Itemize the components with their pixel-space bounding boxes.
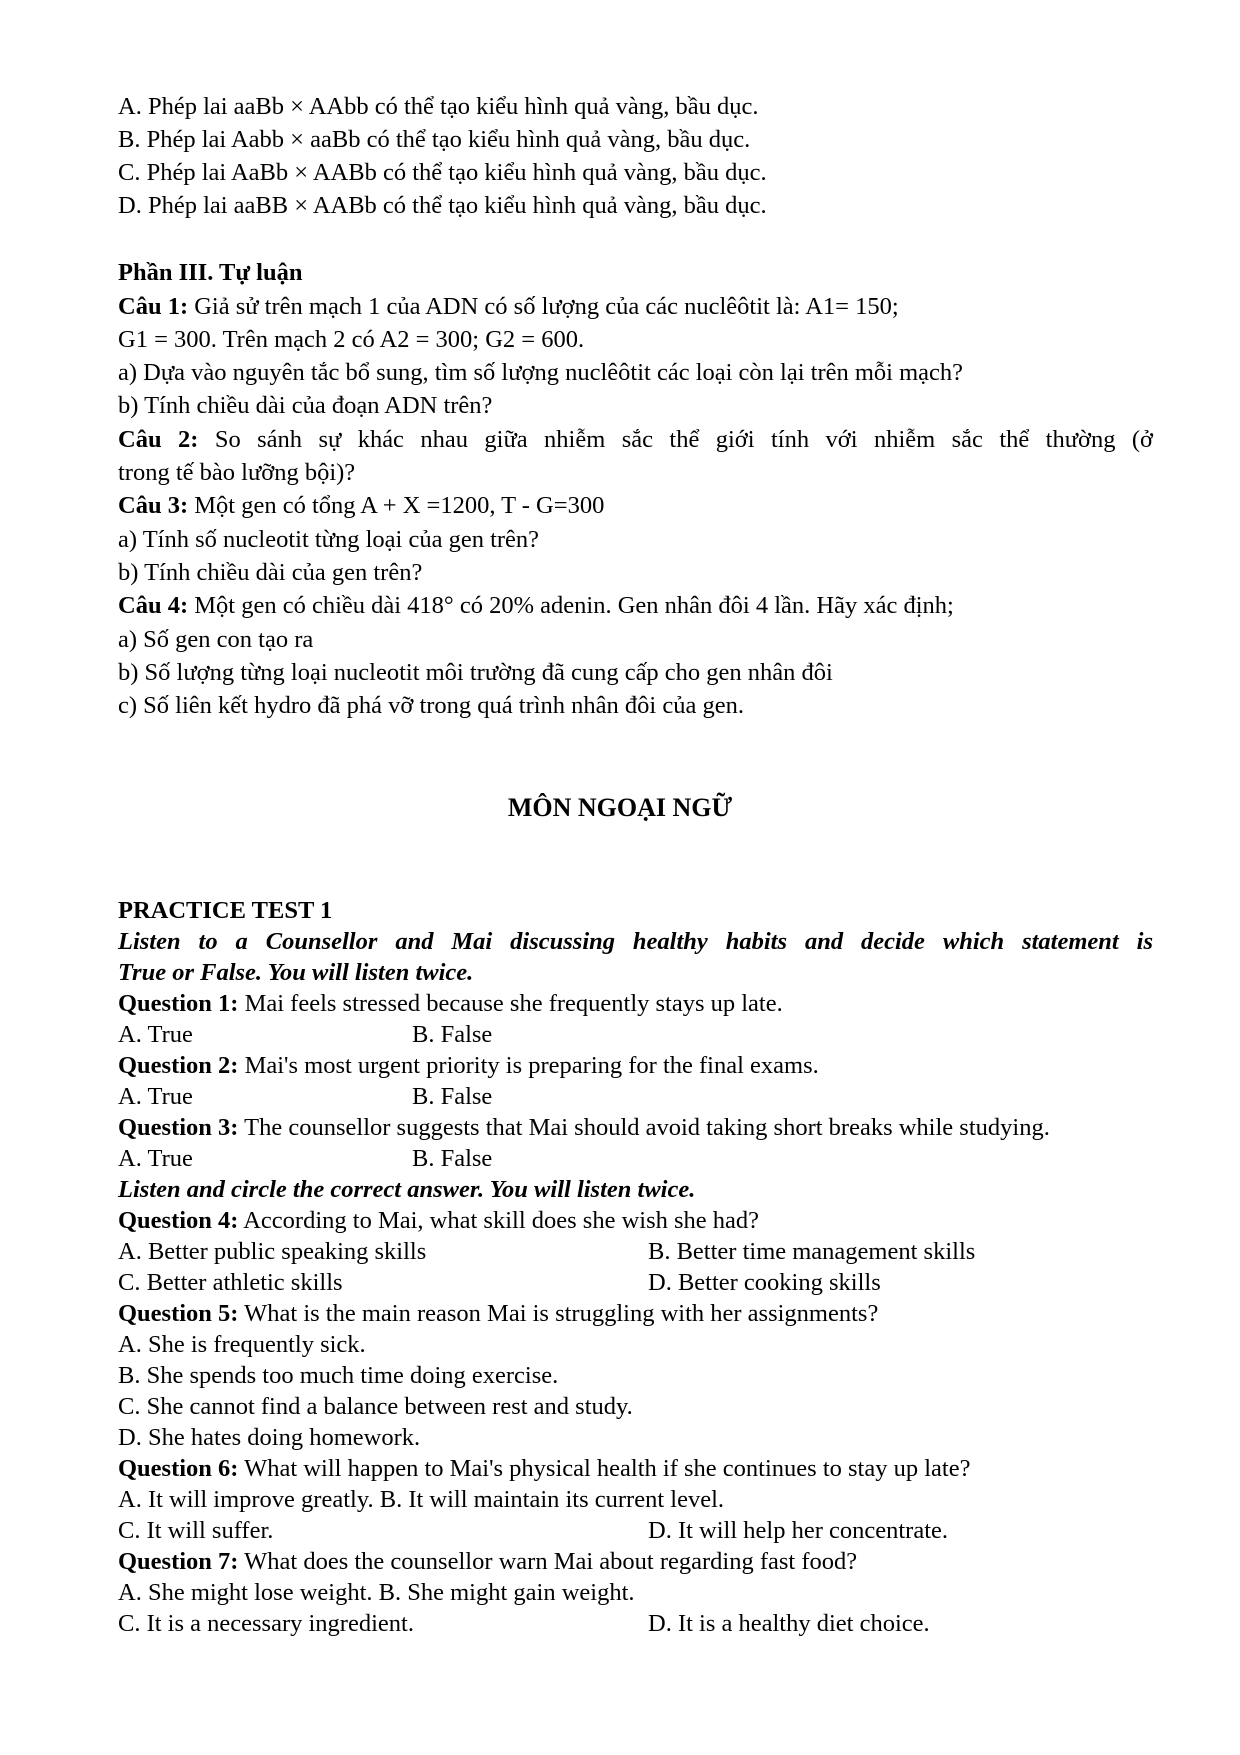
essay-q4-a: a) Số gen con tạo ra — [118, 626, 314, 653]
question-5 — [118, 1299, 878, 1329]
instruction-circle: Listen and circle the correct answer. You will listen twice. — [118, 1176, 696, 1203]
question-2-text: Mai's most urgent priority is preparing for the final exams. — [238, 1052, 819, 1079]
question-3-text: The counsellor suggests that Mai should avoid taking short breaks while studying. — [238, 1114, 1050, 1141]
question-4-label: Question 4: — [118, 1207, 239, 1234]
essay-q3-text: Một gen có tổng A + X =1200, T - G=300 — [188, 492, 605, 519]
essay-q2-label: Câu 2: — [118, 426, 199, 453]
part3-heading: Phần III. Tự luận — [118, 259, 303, 286]
question-4-options-cd — [118, 1268, 1118, 1298]
essay-q1-line2: G1 = 300. Trên mạch 2 có A2 = 300; G2 = 600. — [118, 326, 585, 353]
question-6-text: What will happen to Mai's physical health if she continues to stay up late? — [238, 1455, 971, 1482]
question-1 — [118, 989, 783, 1019]
question-7-label: Question 7: — [118, 1548, 239, 1575]
practice-test-title: PRACTICE TEST 1 — [118, 897, 333, 924]
mc-option-c: C. Phép lai AaBb × AABb có thể tạo kiểu hình quả vàng, bầu dục. — [118, 159, 767, 186]
q6-option-c: C. It will suffer. — [118, 1517, 274, 1544]
q4-option-b: B. Better time management skills — [648, 1238, 976, 1265]
question-2 — [118, 1051, 819, 1081]
question-3-label: Question 3: — [118, 1114, 239, 1141]
essay-q4-label: Câu 4: — [118, 592, 189, 619]
q7-option-ab: A. She might lose weight. B. She might gain weight. — [118, 1579, 635, 1606]
question-1-label: Question 1: — [118, 990, 239, 1017]
question-7-options-cd — [118, 1609, 1118, 1639]
essay-q1-a: a) Dựa vào nguyên tắc bổ sung, tìm số lượng nuclêôtit các loại còn lại trên mỗi mạch? — [118, 359, 964, 386]
essay-q4-b: b) Số lượng từng loại nucleotit môi trường đã cung cấp cho gen nhân đôi — [118, 659, 833, 686]
question-7-text: What does the counsellor warn Mai about regarding fast food? — [238, 1548, 858, 1575]
essay-q4 — [118, 591, 954, 621]
question-4-text: According to Mai, what skill does she wish she had? — [238, 1207, 760, 1234]
instruction-true-false-line2: True or False. You will listen twice. — [118, 959, 474, 986]
essay-q1 — [118, 292, 899, 322]
essay-q2 — [118, 425, 1153, 455]
q7-option-c: C. It is a necessary ingredient. — [118, 1610, 414, 1637]
option-false: B. False — [412, 1083, 493, 1110]
essay-q3 — [118, 491, 604, 521]
essay-q1-label: Câu 1: — [118, 293, 189, 320]
question-3-options — [118, 1144, 718, 1174]
q6-option-d: D. It will help her concentrate. — [648, 1517, 949, 1544]
question-7 — [118, 1547, 857, 1577]
essay-q3-a: a) Tính số nucleotit từng loại của gen trên? — [118, 526, 540, 553]
essay-q3-b: b) Tính chiều dài của gen trên? — [118, 559, 423, 586]
question-2-label: Question 2: — [118, 1052, 239, 1079]
question-3 — [118, 1113, 1050, 1143]
essay-q4-c: c) Số liên kết hydro đã phá vỡ trong quá trình nhân đôi của gen. — [118, 692, 744, 719]
q4-option-c: C. Better athletic skills — [118, 1269, 343, 1296]
question-2-options — [118, 1082, 718, 1112]
question-1-text: Mai feels stressed because she frequently stays up late. — [238, 990, 783, 1017]
option-true: A. True — [118, 1021, 193, 1048]
option-false: B. False — [412, 1021, 493, 1048]
question-4-options-ab — [118, 1237, 1118, 1267]
q5-option-d: D. She hates doing homework. — [118, 1424, 421, 1451]
question-6-label: Question 6: — [118, 1455, 239, 1482]
essay-q1-b: b) Tính chiều dài của đoạn ADN trên? — [118, 392, 493, 419]
question-1-options — [118, 1020, 718, 1050]
mc-option-d: D. Phép lai aaBB × AABb có thể tạo kiểu hình quả vàng, bầu dục. — [118, 192, 767, 219]
essay-q1-text: Giả sử trên mạch 1 của ADN có số lượng của các nuclêôtit là: A1= 150; — [188, 293, 899, 320]
question-6 — [118, 1454, 970, 1484]
essay-q4-text: Một gen có chiều dài 418° có 20% adenin. Gen nhân đôi 4 lần. Hãy xác định; — [188, 592, 954, 619]
question-5-text: What is the main reason Mai is struggling with her assignments? — [238, 1300, 879, 1327]
option-true: A. True — [118, 1145, 193, 1172]
question-4 — [118, 1206, 759, 1236]
section-title: MÔN NGOẠI NGỮ — [507, 793, 733, 822]
q5-option-a: A. She is frequently sick. — [118, 1331, 366, 1358]
essay-q3-label: Câu 3: — [118, 492, 189, 519]
q4-option-d: D. Better cooking skills — [648, 1269, 881, 1296]
q6-option-ab: A. It will improve greatly. B. It will maintain its current level. — [118, 1486, 725, 1513]
question-6-options-cd — [118, 1516, 1118, 1546]
q5-option-b: B. She spends too much time doing exercise. — [118, 1362, 559, 1389]
essay-q2-line2: trong tế bào lưỡng bội)? — [118, 459, 356, 486]
question-5-label: Question 5: — [118, 1300, 239, 1327]
option-false: B. False — [412, 1145, 493, 1172]
instruction-true-false: Listen to a Counsellor and Mai discussing healthy habits and decide which statement is — [118, 928, 1153, 955]
mc-option-a: A. Phép lai aaBb × AAbb có thể tạo kiểu hình quả vàng, bầu dục. — [118, 93, 759, 120]
q7-option-d: D. It is a healthy diet choice. — [648, 1610, 930, 1637]
q5-option-c: C. She cannot find a balance between rest and study. — [118, 1393, 633, 1420]
mc-option-b: B. Phép lai Aabb × aaBb có thể tạo kiểu hình quả vàng, bầu dục. — [118, 126, 751, 153]
q4-option-a: A. Better public speaking skills — [118, 1238, 427, 1265]
essay-q2-text: So sánh sự khác nhau giữa nhiễm sắc thể giới tính với nhiễm sắc thể thường (ở — [198, 426, 1154, 453]
option-true: A. True — [118, 1083, 193, 1110]
